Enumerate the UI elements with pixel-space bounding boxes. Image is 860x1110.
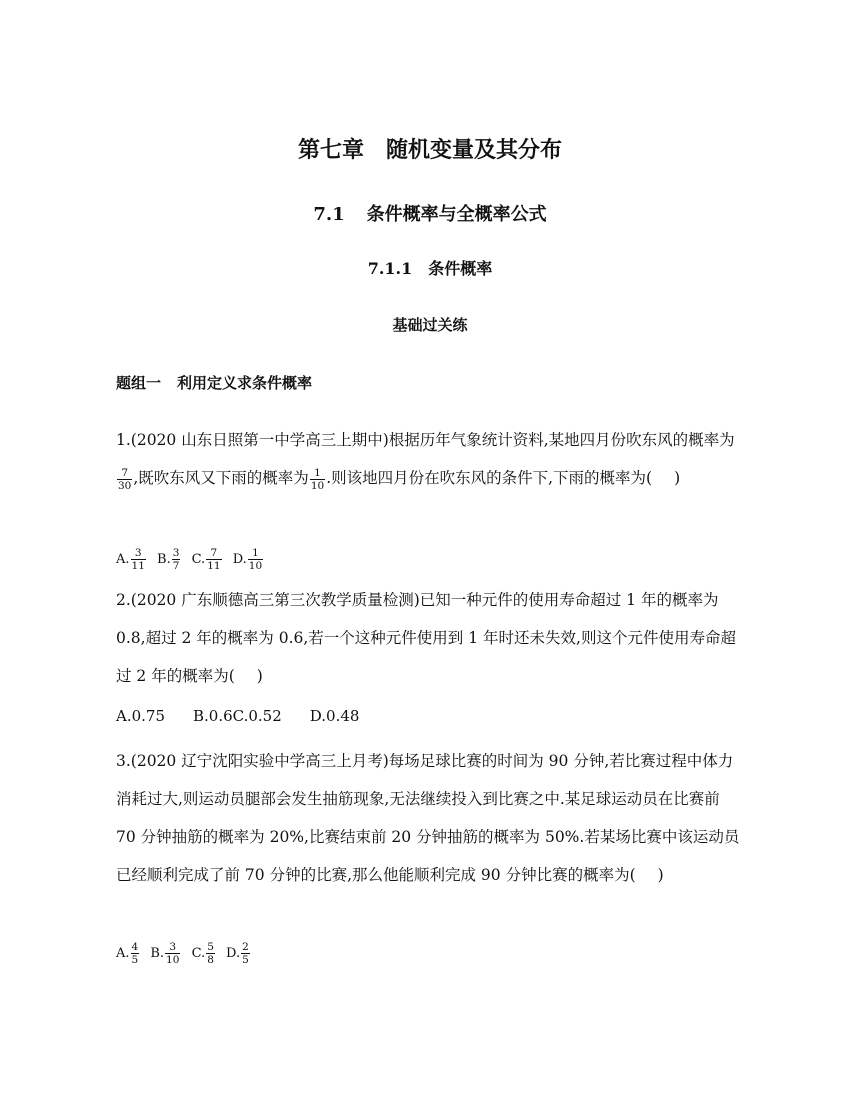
numerator: 7 (210, 547, 218, 559)
group-number: 题组一 (116, 374, 162, 392)
option-c (192, 547, 223, 572)
option-d: D.0.48 (309, 707, 360, 725)
option-label: A. (116, 946, 130, 961)
option-label: A. (116, 552, 130, 567)
option-label: B. (157, 552, 171, 567)
denominator: 11 (131, 560, 145, 572)
option-b (157, 547, 181, 572)
subsection-title: 7.1.1 条件概率 (367, 259, 493, 278)
question-3-text: 3.(2020 辽宁沈阳实验中学高三上月考)每场足球比赛的时间为 90 分钟,若比赛过程中体力消耗过大,则运动员腿部会发生抽筋现象,无法继续投入到比赛之中.某足球运动员在比赛前 70 分钟抽筋的概率为 20%,比赛结束前 20 分钟抽筋的概率为 50%.若某场比赛中该运动员已经顺利完成了前 70 分钟的比赛,那么他能顺利完成 90 分钟比赛的概率为( (116, 752, 740, 884)
option-label: D. (226, 946, 241, 961)
question-2-text-end: ) (256, 667, 263, 685)
chapter-name: 随机变量及其分布 (386, 137, 563, 163)
fraction (172, 547, 181, 572)
option-a (116, 941, 140, 966)
numerator: 5 (207, 941, 214, 953)
fraction (206, 941, 215, 966)
numerator: 3 (172, 547, 180, 559)
option-c (192, 941, 216, 966)
question-1-text-end: ) (674, 469, 681, 487)
denominator: 10 (166, 954, 180, 966)
denominator: 10 (310, 479, 325, 492)
denominator: 10 (248, 560, 263, 572)
question-1-text-c: .则该地四月份在吹东风的条件下,下雨的概率为( (326, 469, 653, 487)
numerator: 3 (134, 547, 142, 559)
question-3-text-end: ) (657, 866, 664, 884)
section-title (0, 200, 860, 226)
question-1-options (116, 547, 270, 572)
option-label: B. (150, 946, 165, 961)
level-heading: 基础过关练 (392, 316, 468, 334)
question-2-options (116, 706, 387, 725)
option-b (150, 941, 181, 966)
numerator: 2 (242, 941, 249, 953)
question-2-text: 2.(2020 广东顺德高三第三次教学质量检测)已知一种元件的使用寿命超过 1 年的概率为 0.8,超过 2 年的概率为 0.6,若一个这种元件使用到 1 年时还未失效,则这个元件使用寿命超过 2 年的概率为( (116, 591, 736, 685)
numerator: 4 (131, 941, 139, 953)
denominator: 5 (242, 954, 249, 966)
section-number: 7.1 (313, 204, 345, 225)
question-1-text-b: ,既吹东风又下雨的概率为 (133, 469, 309, 487)
option-d (233, 547, 264, 572)
group-heading (116, 372, 312, 393)
section-name: 条件概率与全概率公式 (366, 204, 547, 225)
fraction (310, 467, 325, 492)
group-title: 利用定义求条件概率 (177, 374, 313, 392)
denominator: 5 (131, 954, 139, 966)
denominator: 11 (207, 560, 221, 572)
numerator: 1 (252, 547, 259, 559)
fraction (117, 467, 132, 492)
denominator: 30 (118, 479, 132, 492)
fraction (131, 941, 140, 966)
option-label: C. (191, 946, 206, 961)
option-a: A.0.75 (116, 707, 165, 725)
fraction (248, 547, 263, 572)
question-1-stem (116, 421, 744, 497)
option-bc: B.0.6C.0.52 (193, 707, 282, 725)
question-3-options (116, 941, 257, 966)
question-3-stem (116, 742, 744, 894)
fraction (206, 547, 221, 572)
option-label: D. (232, 552, 247, 567)
question-1-text-a: 1.(2020 山东日照第一中学高三上期中)根据历年气象统计资料,某地四月份吹东风的概率为 (116, 431, 735, 449)
option-label: C. (191, 552, 206, 567)
fraction (241, 941, 250, 966)
option-a (116, 547, 147, 572)
fraction (131, 547, 146, 572)
chapter-title (0, 133, 860, 164)
option-d (226, 941, 251, 966)
numerator: 1 (314, 466, 321, 479)
numerator: 3 (169, 941, 177, 953)
denominator: 7 (172, 560, 180, 572)
denominator: 8 (207, 954, 214, 966)
numerator: 7 (121, 466, 129, 479)
question-2-stem (116, 581, 744, 695)
fraction (165, 941, 180, 966)
chapter-number: 第七章 (297, 137, 364, 163)
